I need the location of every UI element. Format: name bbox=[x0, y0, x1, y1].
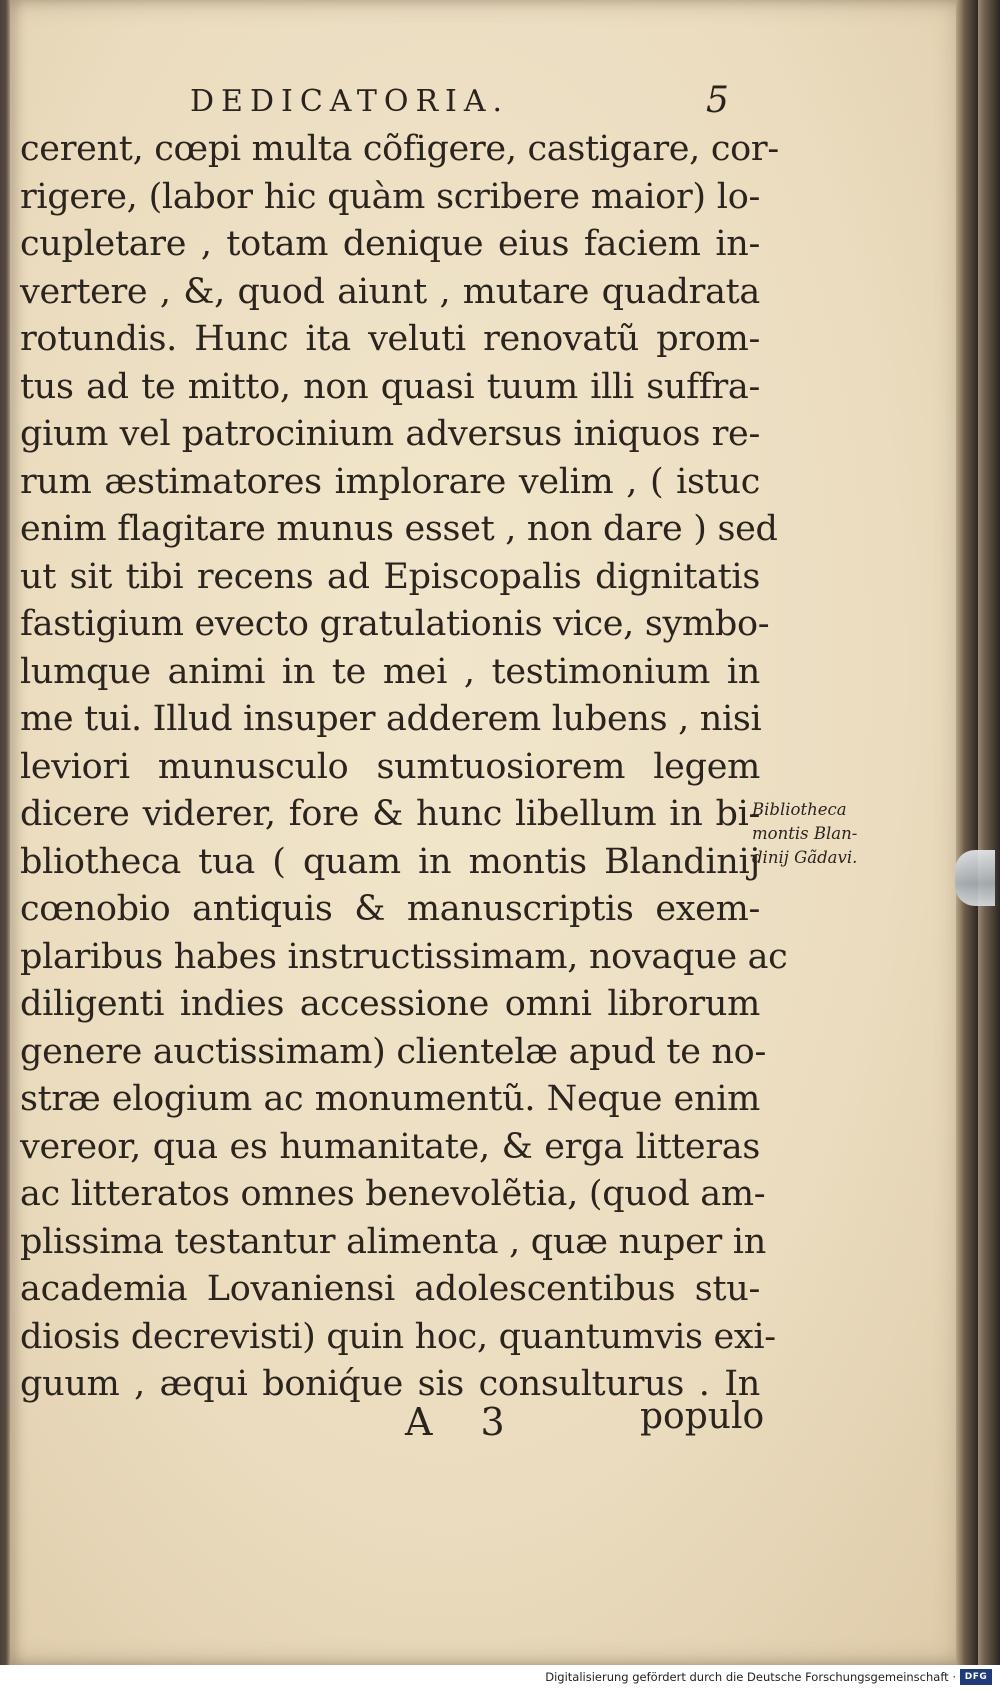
margin-note-line: montis Blan- bbox=[752, 824, 858, 843]
body-text bbox=[20, 126, 788, 1409]
text-line: plaribus habes instructissimam, novaque ac bbox=[20, 936, 788, 977]
signature-mark: A 3 bbox=[405, 1400, 523, 1444]
running-head: DEDICATORIA. bbox=[190, 84, 510, 119]
text-line: genere auctissimam) clientelæ apud te no- bbox=[20, 1031, 766, 1072]
margin-note-line: dinij Gãdavi. bbox=[752, 848, 858, 867]
text-line: fastigium evecto gratulationis vice, symbo- bbox=[20, 604, 770, 644]
text-line: academia Lovaniensi adolescentibus stu- bbox=[20, 1269, 760, 1309]
text-line: leviori munusculo sumtuosiorem legem bbox=[20, 746, 760, 787]
text-line: diligenti indies accessione omni librorum bbox=[20, 984, 760, 1024]
text-line: cerent, cœpi multa cõfigere, castigare, cor- bbox=[20, 129, 779, 169]
text-line: bliotheca tua ( quam in montis Blandinij bbox=[20, 841, 760, 882]
text-line: diosis decrevisti) quin hoc, quantumvis exi- bbox=[20, 1316, 776, 1357]
text-line: cœnobio antiquis & manuscriptis exem- bbox=[20, 889, 760, 929]
paper-clip bbox=[955, 850, 995, 906]
text-line: cupletare , totam denique eius faciem in- bbox=[20, 224, 760, 264]
page-edge-shadow bbox=[956, 0, 978, 1665]
text-line: stræ elogium ac monumentũ. Neque enim bbox=[20, 1079, 760, 1119]
text-line: rum æstimatores implorare velim , ( istuc bbox=[20, 461, 760, 502]
margin-note bbox=[752, 798, 882, 870]
text-line: rigere, (labor hic quàm scribere maior) lo- bbox=[20, 176, 760, 217]
text-line: gium vel patrocinium adversus iniquos re- bbox=[20, 414, 760, 454]
text-line: plissima testantur alimenta , quæ nuper in bbox=[20, 1221, 766, 1262]
text-line: enim flagitare munus esset , non dare ) sed bbox=[20, 509, 778, 549]
text-line: lumque animi in te mei , testimonium in bbox=[20, 651, 760, 692]
text-line: vertere , &, quod aiunt , mutare quadrata bbox=[20, 271, 760, 312]
footer-bar bbox=[0, 1665, 1000, 1691]
text-line: rotundis. Hunc ita veluti renovatũ prom- bbox=[20, 319, 760, 359]
text-line: ac litteratos omnes benevolẽtia, (quod am- bbox=[20, 1174, 766, 1214]
dfg-logo-icon: DFG bbox=[960, 1669, 992, 1685]
margin-note-line: Bibliotheca bbox=[752, 800, 847, 819]
text-line: me tui. Illud insuper adderem lubens , nisi bbox=[20, 699, 762, 739]
text-line: tus ad te mitto, non quasi tuum illi suffra- bbox=[20, 366, 760, 407]
catchword: populo bbox=[640, 1396, 765, 1437]
text-line: vereor, qua es humanitate, & erga litteras bbox=[20, 1126, 760, 1167]
text-line: guum , æqui boniq́ue sis consulturus . In bbox=[20, 1364, 760, 1404]
page-number: 5 bbox=[706, 80, 729, 121]
funding-credit: Digitalisierung gefördert durch die Deutsche Forschungsgemeinschaft · bbox=[545, 1670, 956, 1684]
text-line: ut sit tibi recens ad Episcopalis dignitatis bbox=[20, 556, 760, 597]
text-line: dicere viderer, fore & hunc libellum in bi- bbox=[20, 794, 760, 834]
